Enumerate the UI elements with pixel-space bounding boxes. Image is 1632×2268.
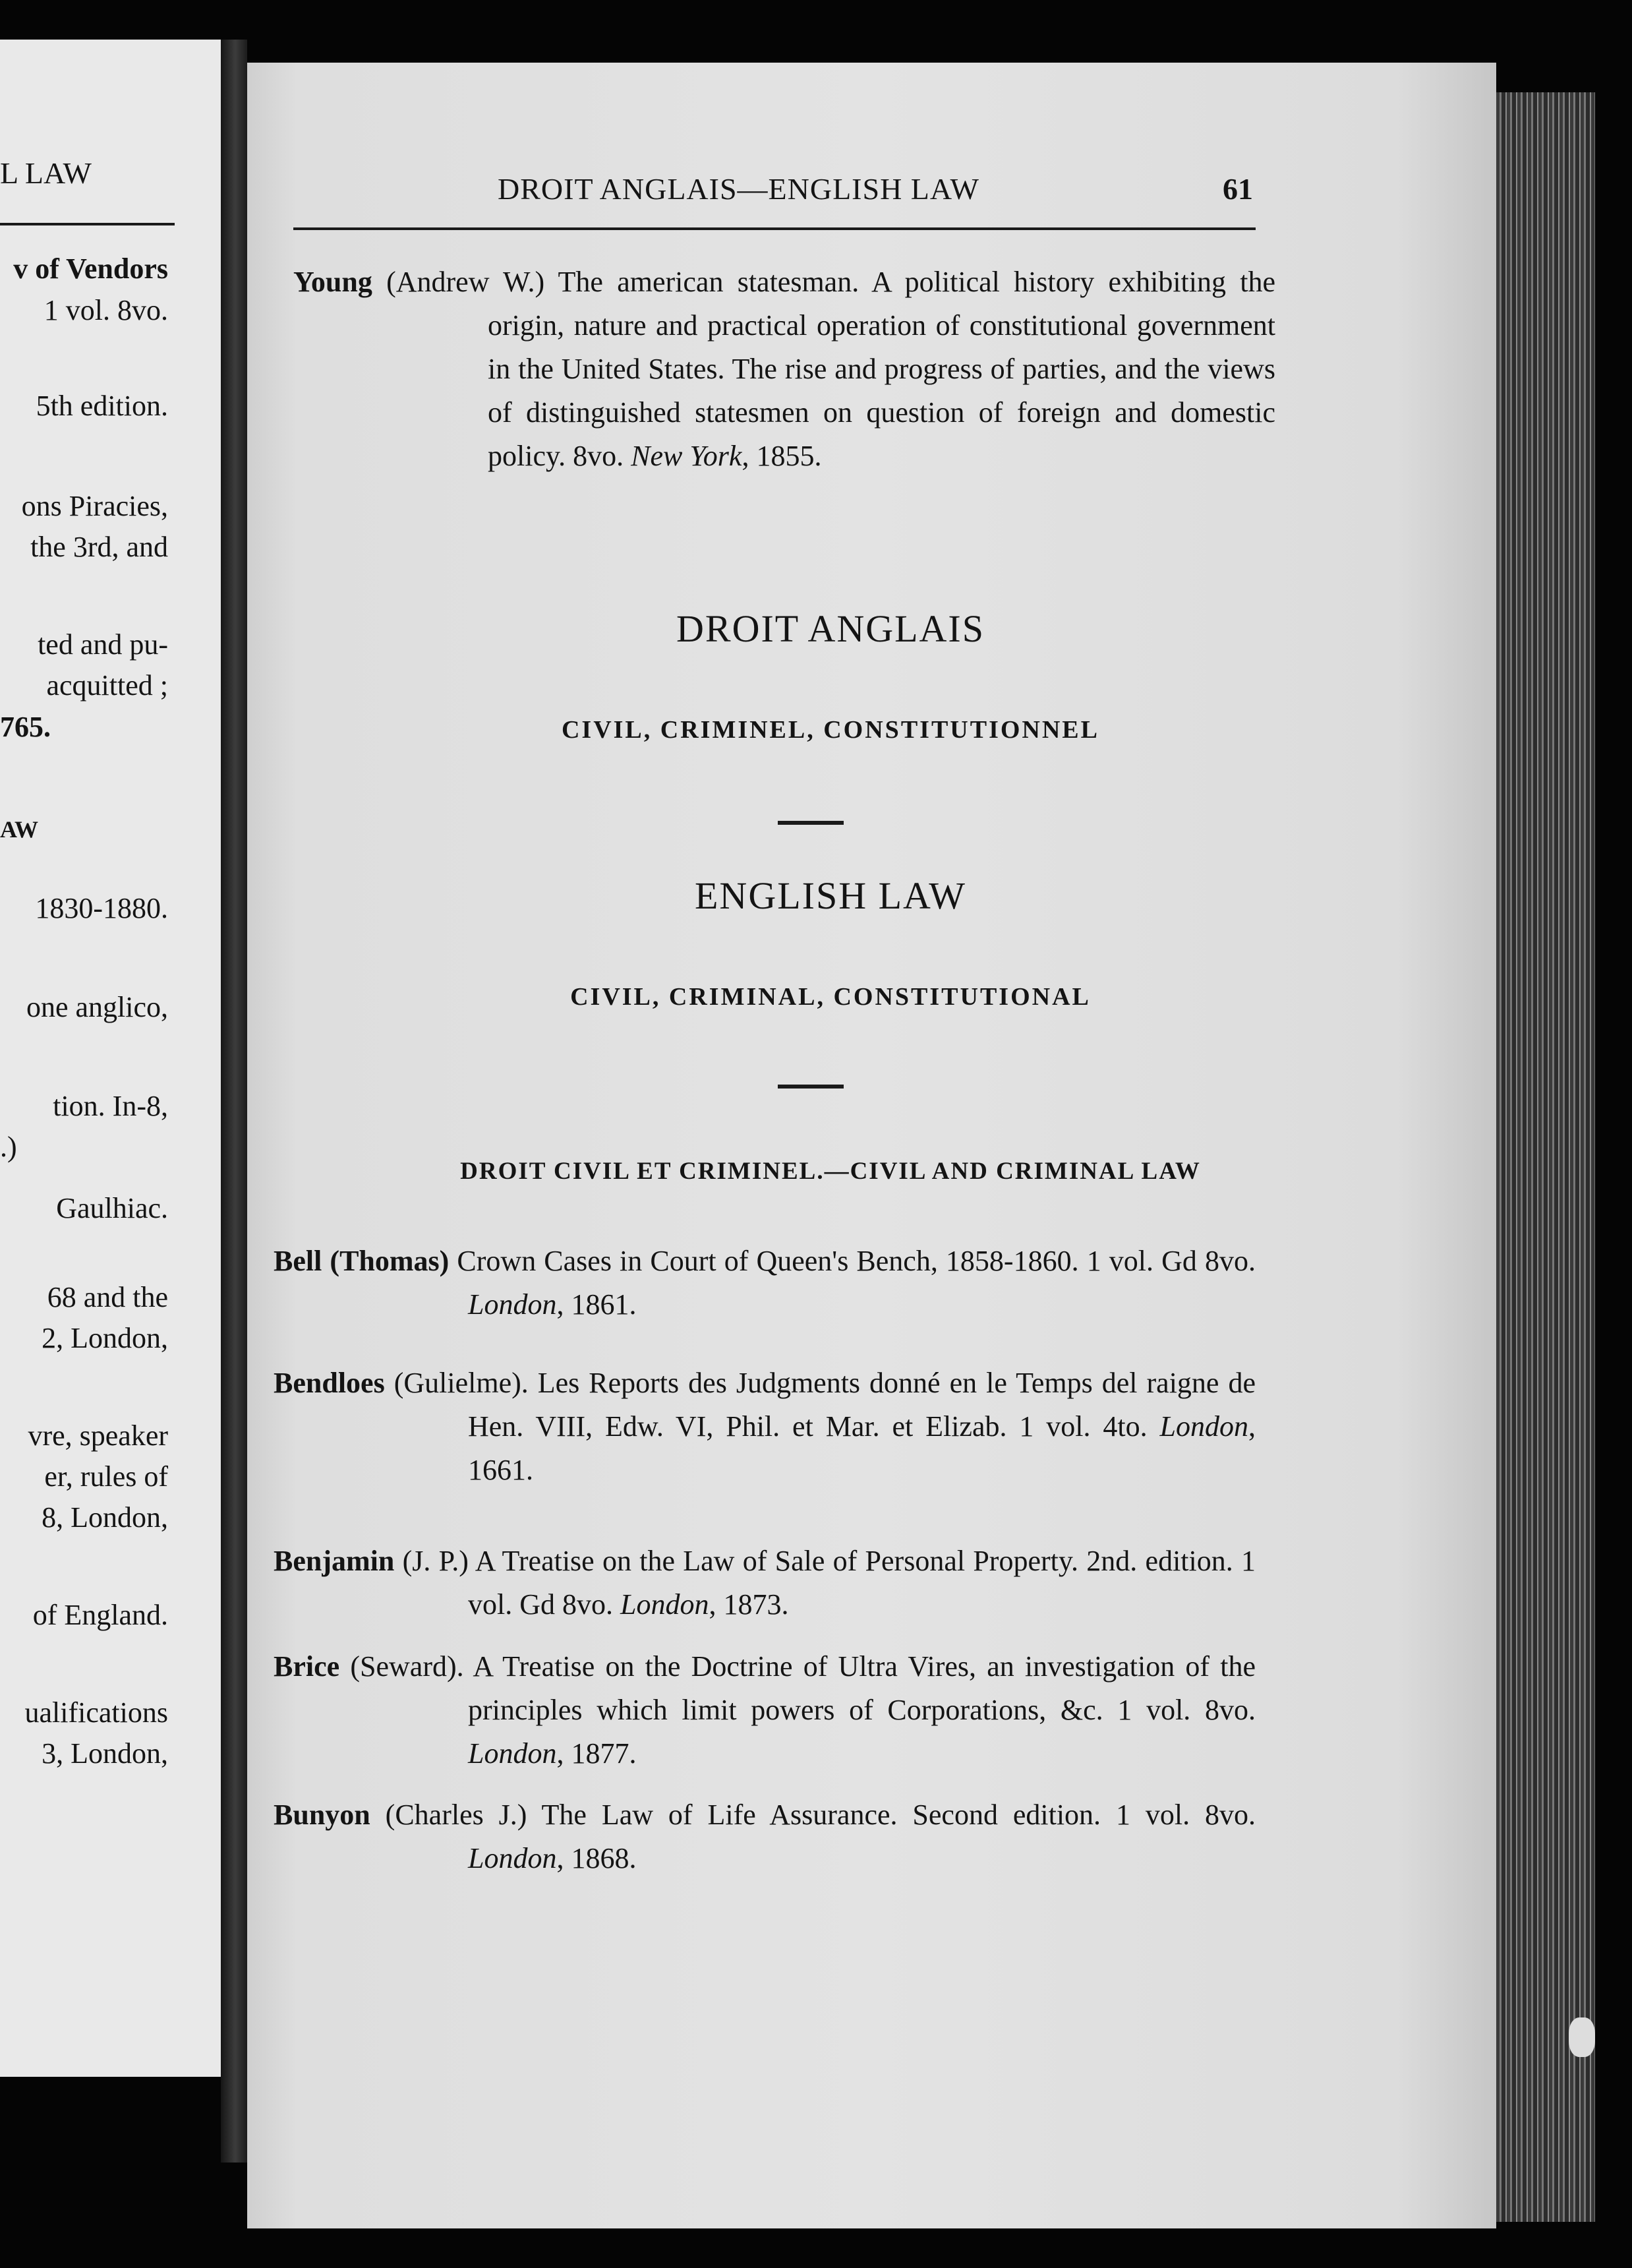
entry-place: London bbox=[1159, 1410, 1248, 1443]
left-line: 3, London, bbox=[42, 1737, 168, 1770]
bibliography-entry bbox=[274, 1645, 1256, 1776]
section-dash bbox=[778, 1085, 844, 1089]
left-line: Gaulhiac. bbox=[56, 1192, 168, 1224]
entry-place: New York bbox=[631, 440, 742, 472]
entry-year: , 1855. bbox=[742, 440, 822, 472]
left-line: 1830-1880. bbox=[35, 892, 168, 924]
entry-year: , 1877. bbox=[556, 1737, 637, 1770]
left-line: 5th edition. bbox=[36, 390, 168, 422]
bibliography-entry bbox=[274, 1361, 1256, 1492]
scan-artifact bbox=[1569, 2017, 1595, 2057]
bibliography-entry bbox=[274, 1793, 1256, 1880]
entry-place: London bbox=[468, 1842, 557, 1874]
left-line: ons Piracies, bbox=[21, 490, 168, 522]
page-number: 61 bbox=[1223, 172, 1253, 206]
left-line: .) bbox=[0, 1131, 17, 1163]
left-header-rule bbox=[0, 223, 175, 225]
left-line: acquitted ; bbox=[46, 669, 168, 701]
book-gutter bbox=[221, 40, 247, 2163]
left-line: v of Vendors bbox=[13, 253, 168, 285]
entry-author: Bendloes bbox=[274, 1367, 385, 1399]
entry-text: (Seward). A Treatise on the Doctrine of Ultra Vires, an investigation of the principles which limit powers of Corporations, &c. 1 vol. 8vo. bbox=[339, 1650, 1256, 1726]
entry-author: Bell (Thomas) bbox=[274, 1245, 450, 1277]
entry-author: Brice bbox=[274, 1650, 340, 1683]
entry-text: Crown Cases in Court of Queen's Bench, 1858-1860. 1 vol. Gd 8vo. bbox=[449, 1245, 1256, 1277]
bibliography-entry bbox=[274, 1539, 1256, 1626]
entry-text: (Andrew W.) The american statesman. A political history exhibiting the origin, nature and practical operation of constitutional government in the United States. The rise and progress of parties, and the views of distinguished statesmen on question of foreign and domestic policy. 8vo. bbox=[372, 266, 1275, 472]
left-line: ted and pu- bbox=[38, 628, 168, 661]
running-header bbox=[247, 171, 1496, 218]
entry-year: , 1661. bbox=[468, 1410, 1256, 1486]
running-title: DROIT ANGLAIS—ENGLISH LAW bbox=[498, 172, 979, 206]
header-rule bbox=[293, 227, 1256, 230]
section-subtitle-fr: CIVIL, CRIMINEL, CONSTITUTIONNEL bbox=[561, 716, 1100, 744]
entry-place: London bbox=[620, 1588, 709, 1621]
entry-author: Bunyon bbox=[274, 1799, 370, 1831]
subsection-title: DROIT CIVIL ET CRIMINEL.—CIVIL AND CRIMINAL LAW bbox=[460, 1158, 1201, 1185]
section-title-en: ENGLISH LAW bbox=[695, 874, 966, 917]
entry-place: London bbox=[468, 1288, 557, 1321]
left-line: er, rules of bbox=[44, 1460, 168, 1493]
left-line: 68 and the bbox=[47, 1281, 168, 1313]
entry-text: (Gulielme). Les Reports des Judgments donné en le Temps del raigne de Hen. VIII, Edw. VI, Phil. et Mar. et Elizab. 1 vol. 4to. bbox=[384, 1367, 1256, 1443]
section-title-fr: DROIT ANGLAIS bbox=[676, 607, 985, 650]
left-line: 765. bbox=[0, 711, 51, 743]
left-facing-page bbox=[0, 40, 221, 2077]
bibliography-entry-young bbox=[293, 260, 1275, 478]
left-line: 1 vol. 8vo. bbox=[44, 294, 168, 326]
left-line: 2, London, bbox=[42, 1322, 168, 1354]
left-line: AW bbox=[0, 816, 39, 843]
entry-place: London bbox=[468, 1737, 557, 1770]
left-line: 8, London, bbox=[42, 1501, 168, 1534]
left-header-fragment: L LAW bbox=[0, 156, 92, 190]
left-line: vre, speaker bbox=[28, 1419, 168, 1452]
bibliography-entry bbox=[274, 1239, 1256, 1327]
entry-text: (J. P.) A Treatise on the Law of Sale of Personal Property. 2nd. edition. 1 vol. Gd 8vo. bbox=[394, 1545, 1256, 1621]
entry-text: (Charles J.) The Law of Life Assurance. Second edition. 1 vol. 8vo. bbox=[370, 1799, 1256, 1831]
left-line: ualifications bbox=[24, 1696, 168, 1729]
left-line: of England. bbox=[32, 1599, 168, 1631]
entry-author: Benjamin bbox=[274, 1545, 395, 1577]
left-line: tion. In-8, bbox=[53, 1090, 168, 1122]
left-line: the 3rd, and bbox=[30, 531, 168, 563]
right-page bbox=[247, 63, 1496, 2228]
entry-year: , 1868. bbox=[556, 1842, 637, 1874]
page-stack-edge bbox=[1496, 92, 1595, 2222]
entry-author: Young bbox=[293, 266, 372, 298]
section-subtitle-en: CIVIL, CRIMINAL, CONSTITUTIONAL bbox=[570, 983, 1091, 1011]
entry-year: , 1861. bbox=[556, 1288, 637, 1321]
entry-year: , 1873. bbox=[709, 1588, 789, 1621]
section-dash bbox=[778, 821, 844, 825]
left-line: one anglico, bbox=[26, 991, 168, 1023]
